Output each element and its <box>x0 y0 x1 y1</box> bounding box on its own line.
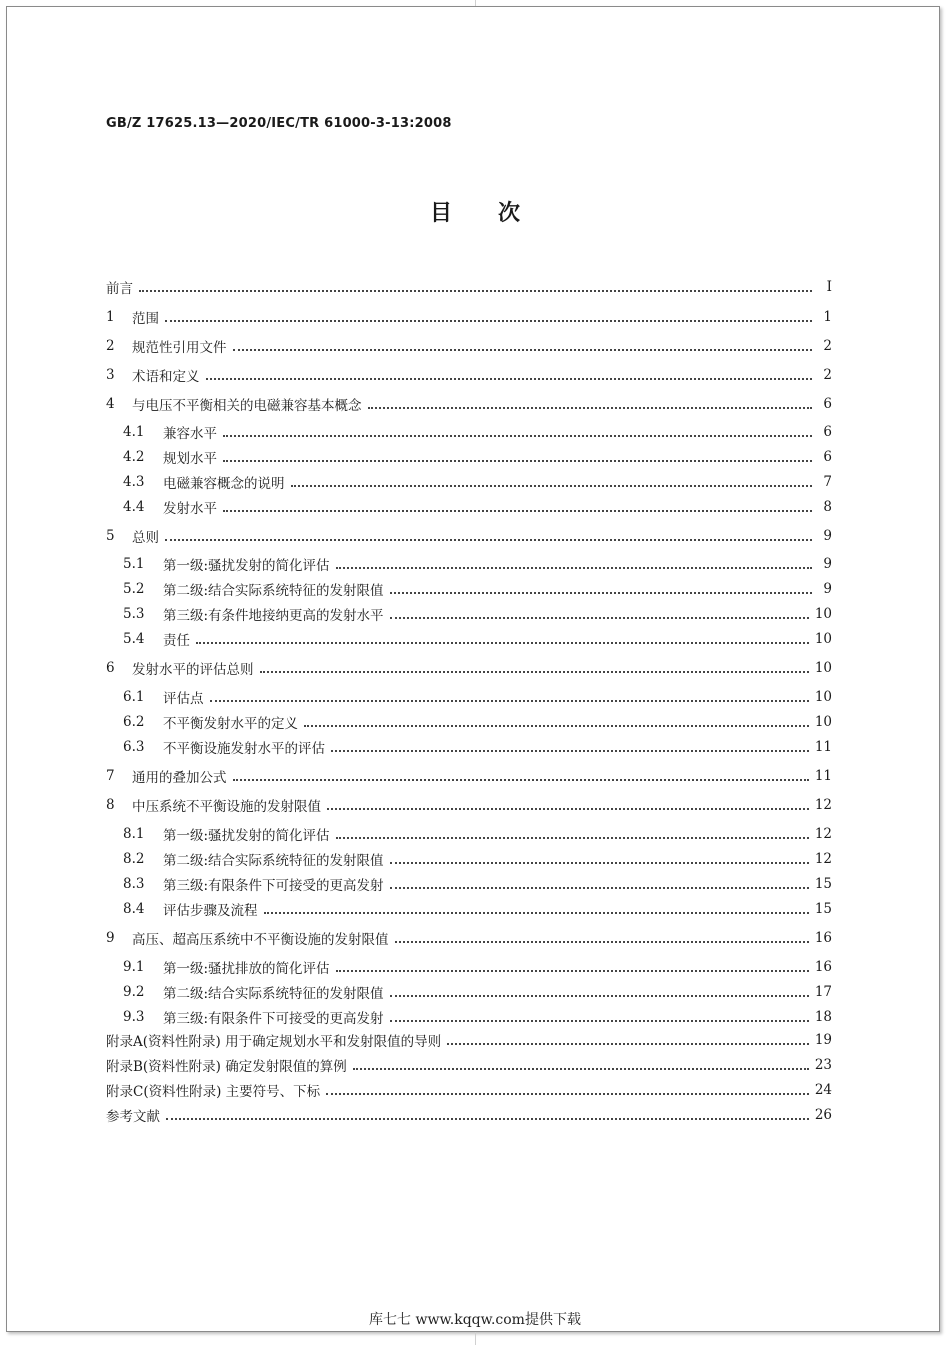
toc-leader-dots <box>390 591 812 594</box>
toc-entry-page: 9 <box>823 556 832 572</box>
toc-entry-number: 5 <box>106 528 115 544</box>
toc-entry-number: 5.1 <box>123 556 145 572</box>
toc-entry[interactable] <box>123 1007 832 1027</box>
toc-entry-page: 6 <box>823 396 832 412</box>
toc-leader-dots <box>390 886 809 889</box>
toc-entry-page: 2 <box>823 338 832 354</box>
toc-entry-number: 5.3 <box>123 606 145 622</box>
toc-entry-page: 1 <box>823 309 832 325</box>
toc-entry-label: 第二级:结合实际系统特征的发射限值 <box>163 853 384 869</box>
toc-entry[interactable] <box>106 658 832 678</box>
toc-leader-dots <box>390 861 809 864</box>
toc-entry-page: 7 <box>823 474 832 490</box>
toc-entry-label: 范围 <box>132 311 159 327</box>
toc-entry-number: 8.2 <box>123 851 145 867</box>
toc-entry-label: 总则 <box>132 530 159 546</box>
toc-entry-page: 17 <box>814 984 832 1000</box>
toc-entry-page: 10 <box>814 660 832 676</box>
toc-entry[interactable] <box>106 1030 832 1050</box>
standard-number-header: GB/Z 17625.13—2020/IEC/TR 61000-3-13:2008 <box>106 116 452 131</box>
toc-entry[interactable] <box>106 795 832 815</box>
toc-entry-number: 9.1 <box>123 959 145 975</box>
toc-entry-label: 第二级:结合实际系统特征的发射限值 <box>163 583 384 599</box>
toc-entry[interactable] <box>106 1080 832 1100</box>
toc-leader-dots <box>395 940 809 943</box>
toc-entry-number: 5.4 <box>123 631 145 647</box>
toc-leader-dots <box>336 566 812 569</box>
toc-entry-page: 12 <box>814 826 832 842</box>
toc-entry-label: 高压、超高压系统中不平衡设施的发射限值 <box>132 932 389 948</box>
toc-entry-label: 第一级:骚扰发射的简化评估 <box>163 558 330 574</box>
toc-entry-label: 第一级:骚扰排放的简化评估 <box>163 961 330 977</box>
toc-entry-page: 8 <box>823 499 832 515</box>
toc-entry-page: 16 <box>814 959 832 975</box>
toc-entry[interactable] <box>123 497 832 517</box>
toc-entry[interactable] <box>123 824 832 844</box>
toc-entry[interactable] <box>123 874 832 894</box>
toc-entry[interactable] <box>106 277 832 297</box>
toc-entry-label: 第三级:有条件地接纳更高的发射水平 <box>163 608 384 624</box>
toc-entry[interactable] <box>123 629 832 649</box>
toc-entry-label: 第三级:有限条件下可接受的更高发射 <box>163 1011 384 1027</box>
toc-leader-dots <box>336 836 809 839</box>
toc-entry[interactable] <box>123 712 832 732</box>
toc-leader-dots <box>390 1019 809 1022</box>
toc-entry-number: 6 <box>106 660 115 676</box>
toc-leader-dots <box>165 538 812 541</box>
toc-entry-number: 4.1 <box>123 424 145 440</box>
toc-leader-dots <box>327 807 809 810</box>
toc-entry-number: 4.2 <box>123 449 145 465</box>
toc-entry-page: 24 <box>814 1082 832 1098</box>
toc-entry-number: 8 <box>106 797 115 813</box>
toc-entry-number: 3 <box>106 367 115 383</box>
toc-entry-page: 10 <box>814 689 832 705</box>
toc-entry[interactable] <box>123 604 832 624</box>
toc-entry-page: 12 <box>814 851 832 867</box>
toc-leader-dots <box>223 434 812 437</box>
toc-entry-number: 9 <box>106 930 115 946</box>
toc-leader-dots <box>165 319 812 322</box>
toc-entry-label: 规划水平 <box>163 451 217 467</box>
toc-entry-label: 第三级:有限条件下可接受的更高发射 <box>163 878 384 894</box>
toc-entry-page: 10 <box>814 631 832 647</box>
toc-leader-dots <box>139 289 812 292</box>
toc-entry-page: 11 <box>814 768 832 784</box>
toc-entry-number: 4.3 <box>123 474 145 490</box>
toc-entry-label: 发射水平 <box>163 501 217 517</box>
toc-entry[interactable] <box>106 928 832 948</box>
toc-leader-dots <box>233 348 813 351</box>
toc-entry-page: 23 <box>814 1057 832 1073</box>
toc-entry-page: 19 <box>814 1032 832 1048</box>
toc-entry-label: 附录B(资料性附录) 确定发射限值的算例 <box>106 1059 347 1075</box>
download-footer: 库七七 www.kqqw.com提供下载 <box>369 1312 581 1328</box>
toc-leader-dots <box>336 969 809 972</box>
toc-entry-page: 9 <box>823 528 832 544</box>
toc-entry-label: 中压系统不平衡设施的发射限值 <box>132 799 321 815</box>
toc-leader-dots <box>291 484 813 487</box>
toc-entry[interactable] <box>123 899 832 919</box>
toc-entry-number: 2 <box>106 338 115 354</box>
toc-entry-page: 6 <box>823 449 832 465</box>
toc-entry-page: Ⅰ <box>826 279 832 295</box>
toc-entry-label: 不平衡设施发射水平的评估 <box>163 741 325 757</box>
toc-entry[interactable] <box>123 422 832 442</box>
toc-leader-dots <box>196 641 809 644</box>
toc-entry[interactable] <box>123 472 832 492</box>
toc-leader-dots <box>264 911 809 914</box>
toc-entry-number: 7 <box>106 768 115 784</box>
toc-entry[interactable] <box>123 737 832 757</box>
toc-entry-label: 前言 <box>106 281 133 297</box>
toc-entry-page: 16 <box>814 930 832 946</box>
toc-entry[interactable] <box>123 579 832 599</box>
toc-entry-label: 第二级:结合实际系统特征的发射限值 <box>163 986 384 1002</box>
toc-entry-label: 参考文献 <box>106 1109 160 1125</box>
toc-entry[interactable] <box>123 849 832 869</box>
toc-entry[interactable] <box>123 957 832 977</box>
toc-entry-page: 26 <box>814 1107 832 1123</box>
toc-leader-dots <box>390 994 809 997</box>
toc-entry-label: 规范性引用文件 <box>132 340 227 356</box>
toc-leader-dots <box>353 1067 809 1070</box>
toc-entry-number: 6.2 <box>123 714 145 730</box>
toc-entry[interactable] <box>123 554 832 574</box>
toc-entry-label: 附录A(资料性附录) 用于确定规划水平和发射限值的导则 <box>106 1034 442 1050</box>
toc-entry-number: 6.3 <box>123 739 145 755</box>
toc-leader-dots <box>390 616 809 619</box>
toc-entry-page: 18 <box>814 1009 832 1025</box>
toc-entry-label: 责任 <box>163 633 190 649</box>
toc-entry-number: 9.3 <box>123 1009 145 1025</box>
toc-entry-label: 不平衡发射水平的定义 <box>163 716 298 732</box>
toc-entry-label: 电磁兼容概念的说明 <box>163 476 285 492</box>
toc-entry[interactable] <box>106 766 832 786</box>
toc-entry-label: 第一级:骚扰发射的简化评估 <box>163 828 330 844</box>
toc-entry-page: 10 <box>814 606 832 622</box>
toc-entry-page: 15 <box>814 901 832 917</box>
toc-entry-number: 8.3 <box>123 876 145 892</box>
toc-entry[interactable] <box>106 1055 832 1075</box>
toc-leader-dots <box>260 670 809 673</box>
toc-entry-label: 评估步骤及流程 <box>163 903 258 919</box>
toc-entry-label: 兼容水平 <box>163 426 217 442</box>
toc-entry-label: 术语和定义 <box>132 369 200 385</box>
toc-leader-dots <box>223 509 812 512</box>
toc-entry[interactable] <box>123 982 832 1002</box>
toc-entry-page: 10 <box>814 714 832 730</box>
toc-entry-label: 发射水平的评估总则 <box>132 662 254 678</box>
toc-entry-page: 9 <box>823 581 832 597</box>
toc-leader-dots <box>368 406 813 409</box>
toc-entry-page: 11 <box>814 739 832 755</box>
toc-entry-number: 5.2 <box>123 581 145 597</box>
page-title: 目次 <box>429 201 566 226</box>
toc-entry[interactable] <box>106 526 832 546</box>
toc-leader-dots <box>223 459 812 462</box>
toc-entry-number: 4 <box>106 396 115 412</box>
toc-entry-page: 6 <box>823 424 832 440</box>
toc-entry[interactable] <box>123 447 832 467</box>
toc-entry-label: 通用的叠加公式 <box>132 770 227 786</box>
toc-leader-dots <box>326 1092 809 1095</box>
toc-leader-dots <box>233 778 809 781</box>
toc-entry-page: 12 <box>814 797 832 813</box>
toc-entry[interactable] <box>123 687 832 707</box>
toc-entry[interactable] <box>106 394 832 414</box>
toc-entry-number: 8.1 <box>123 826 145 842</box>
toc-leader-dots <box>331 749 809 752</box>
toc-entry[interactable] <box>106 336 832 356</box>
toc-entry[interactable] <box>106 1105 832 1125</box>
toc-leader-dots <box>304 724 809 727</box>
toc-leader-dots <box>447 1042 809 1045</box>
toc-entry-number: 6.1 <box>123 689 145 705</box>
toc-entry-number: 8.4 <box>123 901 145 917</box>
toc-leader-dots <box>166 1117 809 1120</box>
toc-leader-dots <box>206 377 813 380</box>
toc-leader-dots <box>210 699 809 702</box>
toc-entry-page: 2 <box>823 367 832 383</box>
toc-entry-page: 15 <box>814 876 832 892</box>
toc-entry-label: 与电压不平衡相关的电磁兼容基本概念 <box>132 398 362 414</box>
toc-entry-label: 附录C(资料性附录) 主要符号、下标 <box>106 1084 321 1100</box>
toc-entry-number: 9.2 <box>123 984 145 1000</box>
toc-entry[interactable] <box>106 365 832 385</box>
toc-entry-number: 1 <box>106 309 115 325</box>
toc-entry-label: 评估点 <box>163 691 204 707</box>
toc-entry-number: 4.4 <box>123 499 145 515</box>
toc-entry[interactable] <box>106 307 832 327</box>
